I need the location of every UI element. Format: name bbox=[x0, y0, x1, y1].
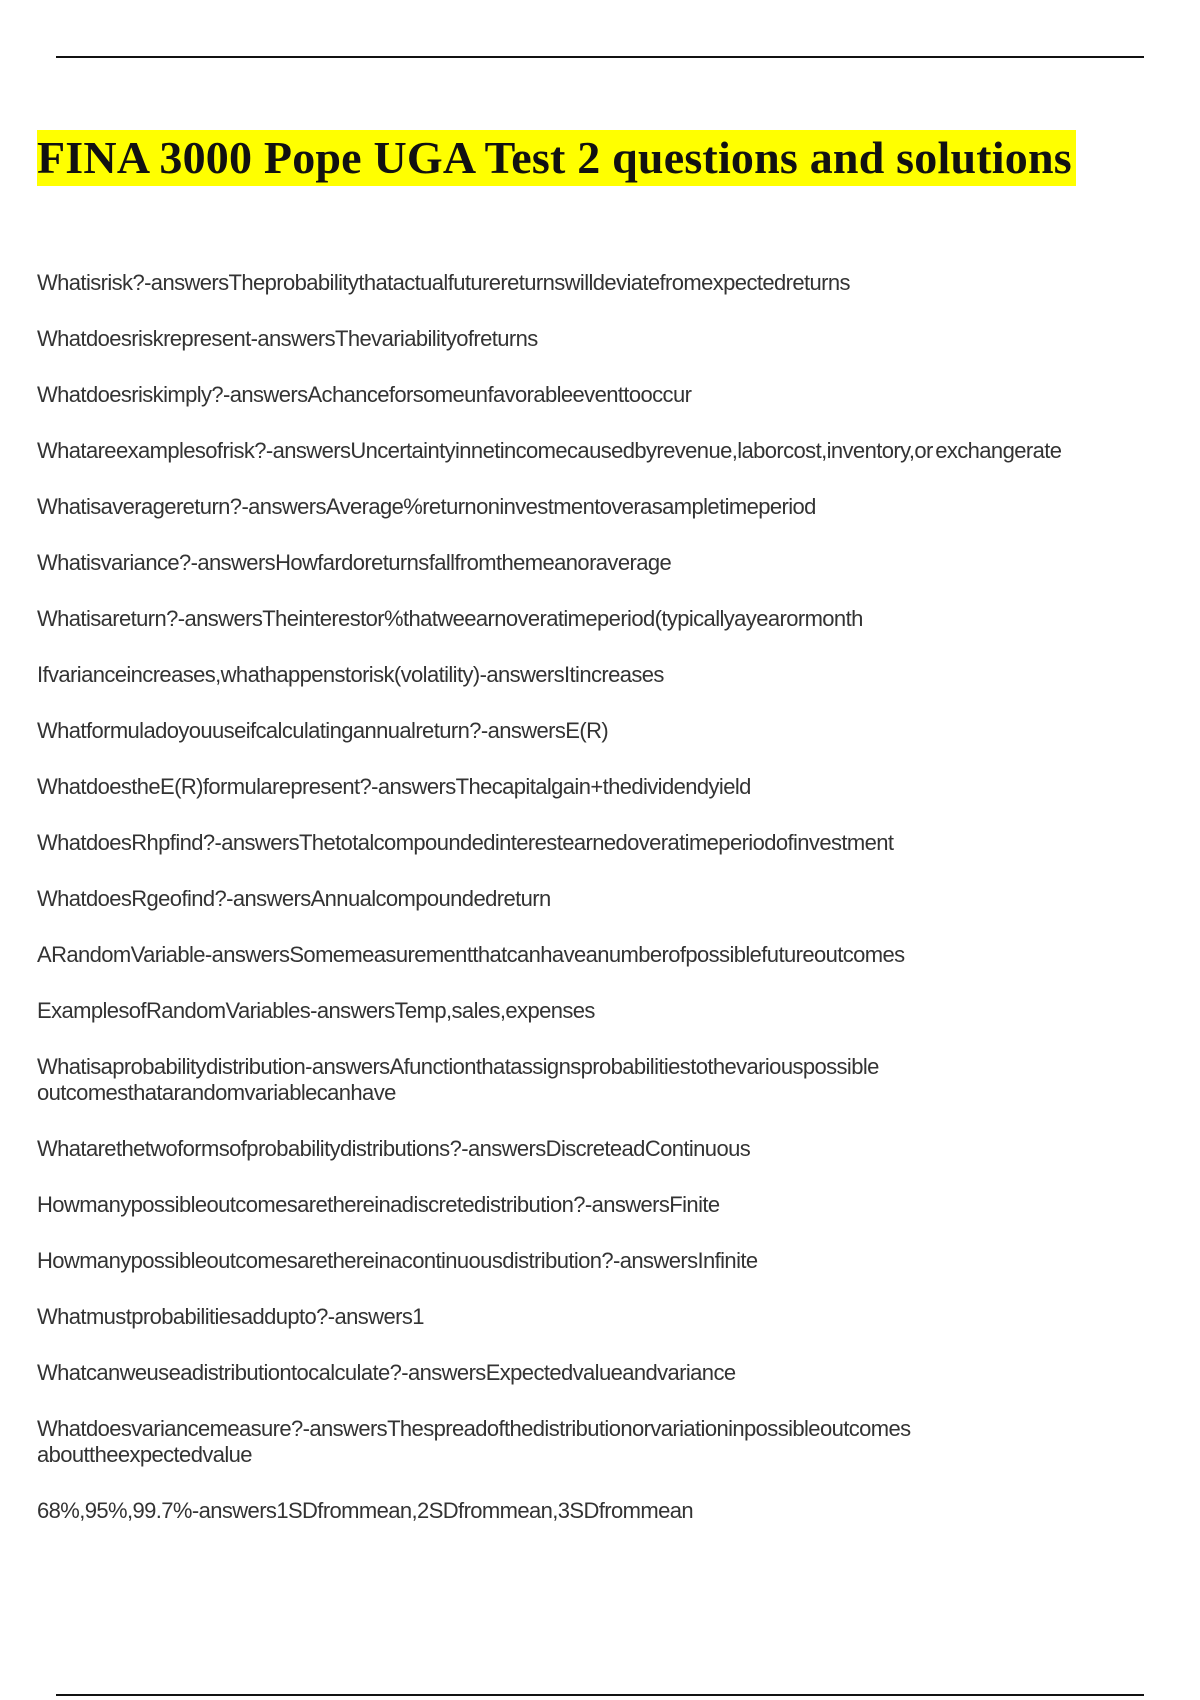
qa-item: 68%,95%,99.7%-answers1SDfrommean,2SDfrommean,3SDfrommean bbox=[37, 1498, 694, 1523]
qa-item: Howmanypossibleoutcomesarethereinacontinuousdistribution?-answersInfinite bbox=[37, 1248, 758, 1273]
qa-item: Whatmustprobabilitiesaddupto?-answers1 bbox=[37, 1304, 424, 1329]
qa-item: Ifvarianceincreases,whathappenstorisk(volatility)-answersItincreases bbox=[37, 662, 664, 687]
document-title: FINA 3000 Pope UGA Test 2 questions and solutions bbox=[37, 130, 1076, 186]
top-rule bbox=[56, 56, 1144, 58]
qa-item: Whatisrisk?-answersTheprobabilitythatactualfuturereturnswilldeviatefromexpectedreturns bbox=[37, 270, 850, 295]
qa-list bbox=[37, 270, 1117, 1554]
qa-item: WhatdoesRgeofind?-answersAnnualcompoundedreturn bbox=[37, 886, 551, 911]
qa-item: Whatdoesriskimply?-answersAchanceforsomeunfavorableeventtooccur bbox=[37, 382, 692, 407]
qa-item: Whatisvariance?-answersHowfardoreturnsfallfromthemeanoraverage bbox=[37, 550, 672, 575]
qa-item: Whatdoesvariancemeasure?-answersThespreadofthedistributionorvariationinpossibleoutcomes abouttheexpectedvalue bbox=[37, 1416, 911, 1467]
title-block bbox=[37, 130, 1076, 186]
qa-item: Howmanypossibleoutcomesarethereinadiscretedistribution?-answersFinite bbox=[37, 1192, 720, 1217]
bottom-rule bbox=[56, 1694, 1144, 1696]
qa-item: Whatcanweuseadistributiontocalculate?-answersExpectedvalueandvariance bbox=[37, 1360, 736, 1385]
qa-item: WhatdoestheE(R)formularepresent?-answersThecapitalgain+thedividendyield bbox=[37, 774, 751, 799]
qa-item: Whatareexamplesofrisk?-answersUncertaintyinnetincomecausedbyrevenue,laborcost,inventory,or exchangerate bbox=[37, 438, 1062, 463]
qa-item: Whatarethetwoformsofprobabilitydistributions?-answersDiscreteadContinuous bbox=[37, 1136, 751, 1161]
qa-item: Whatdoesriskrepresent-answersThevariabilityofreturns bbox=[37, 326, 538, 351]
qa-item: ExamplesofRandomVariables-answersTemp,sales,expenses bbox=[37, 998, 595, 1023]
qa-item: Whatisaprobabilitydistribution-answersAfunctionthatassignsprobabilitiestothevariouspossible outcomesthatarandomvariablecanhave bbox=[37, 1054, 879, 1105]
qa-item: ARandomVariable-answersSomemeasurementthatcanhaveanumberofpossiblefutureoutcomes bbox=[37, 942, 905, 967]
qa-item: Whatisareturn?-answersTheinterestor%thatweearnoveratimeperiod(typicallyayearormonth bbox=[37, 606, 863, 631]
qa-item: Whatformuladoyouuseifcalculatingannualreturn?-answersE(R) bbox=[37, 718, 609, 743]
qa-item: Whatisaveragereturn?-answersAverage%returnoninvestmentoverasampletimeperiod bbox=[37, 494, 816, 519]
qa-item: WhatdoesRhpfind?-answersThetotalcompoundedinterestearnedoveratimeperiodofinvestment bbox=[37, 830, 894, 855]
